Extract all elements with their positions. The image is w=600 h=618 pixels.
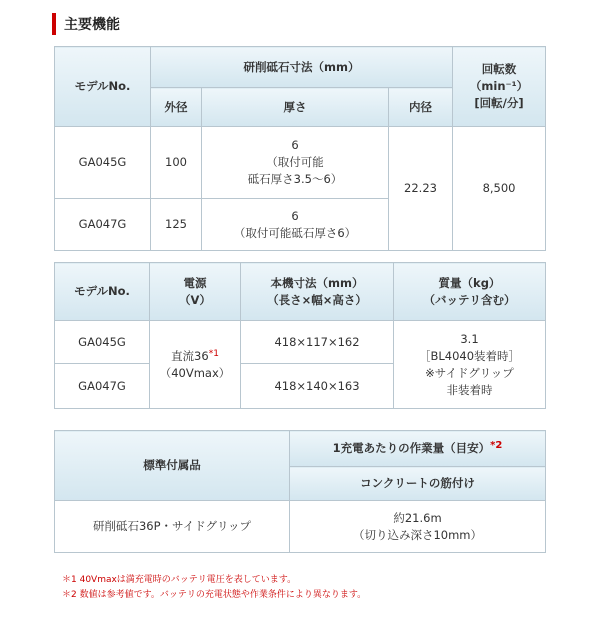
section-title: 主要機能 xyxy=(64,17,120,33)
accessories-cell: 研削砥石36P・サイドグリップ xyxy=(55,501,290,553)
footnote-1: ＊1 40Vmaxは満充電時のバッテリ電圧を表しています。 xyxy=(62,575,297,585)
header-standard-accessories: 標準付属品 xyxy=(55,431,290,501)
header-concrete-grooving: コンクリートの筋付け xyxy=(290,467,546,501)
weight-battery: ［BL4040装着時］ xyxy=(418,348,521,363)
footnote-mark-2: *2 xyxy=(490,440,503,451)
table-row xyxy=(55,501,546,553)
weight-value: 3.1 xyxy=(460,331,479,346)
size-cell: 418×140×163 xyxy=(241,364,394,409)
model-cell: GA047G xyxy=(55,199,151,251)
footnote-mark-1: *1 xyxy=(208,348,219,359)
table-row xyxy=(55,321,546,364)
weight-note-line2: 非装着時 xyxy=(446,382,493,397)
header-inner-diameter: 内径 xyxy=(389,88,453,127)
outer-diameter-cell: 100 xyxy=(151,127,202,199)
power-value: 直流36 xyxy=(171,348,209,363)
rpm-unit-jp: [回転/分] xyxy=(474,96,524,110)
footnote-2: ＊2 数値は参考値です。バッテリの充電状態や作業条件により異なります。 xyxy=(62,590,367,600)
outer-diameter-cell: 125 xyxy=(151,199,202,251)
header-model-no: モデルNo. xyxy=(55,47,151,127)
size-cell: 418×117×162 xyxy=(241,321,394,364)
work-amount-value: 約21.6m xyxy=(393,510,442,525)
weight-cell xyxy=(394,321,546,409)
body-spec-table xyxy=(54,262,546,409)
thickness-note-line2: 砥石厚さ3.5～6） xyxy=(247,172,343,186)
weight-label: 質量（kg） xyxy=(438,275,501,290)
weight-unit: （バッテリ含む） xyxy=(423,292,516,307)
work-amount-note: （切り込み深さ10mm） xyxy=(352,527,483,542)
header-power xyxy=(150,263,241,321)
heading-accent-bar xyxy=(52,13,56,35)
weight-note-line1: ※サイドグリップ xyxy=(425,365,514,380)
thickness-value: 6 xyxy=(291,138,299,152)
work-amount-cell xyxy=(290,501,546,553)
model-cell: GA045G xyxy=(55,127,151,199)
thickness-note-line1: （取付可能 xyxy=(266,155,324,169)
header-body-size xyxy=(241,263,394,321)
rpm-label: 回転数 xyxy=(481,62,517,76)
size-label: 本機寸法（mm） xyxy=(270,275,364,290)
header-rotation-speed xyxy=(453,47,546,127)
model-cell: GA047G xyxy=(55,364,150,409)
grinding-wheel-spec-table xyxy=(54,46,546,251)
header-wheel-dimensions: 研削砥石寸法（mm） xyxy=(151,47,453,88)
header-work-per-charge xyxy=(290,431,546,467)
thickness-value: 6 xyxy=(291,208,299,223)
power-cell xyxy=(150,321,241,409)
accessories-table xyxy=(54,430,546,553)
size-unit: （長さ×幅×高さ） xyxy=(267,292,367,307)
power-value-line xyxy=(152,348,238,365)
thickness-note: （取付可能砥石厚さ6） xyxy=(233,225,357,240)
section-heading xyxy=(52,12,120,36)
footnotes xyxy=(62,573,366,603)
power-unit: （V） xyxy=(179,292,211,307)
header-weight xyxy=(394,263,546,321)
header-model-no: モデルNo. xyxy=(55,263,150,321)
header-thickness: 厚さ xyxy=(202,88,389,127)
rpm-cell: 8,500 xyxy=(453,127,546,251)
header-outer-diameter: 外径 xyxy=(151,88,202,127)
work-per-charge-label: 1充電あたりの作業量（目安） xyxy=(332,441,491,455)
thickness-cell xyxy=(202,127,389,199)
power-max: （40Vmax） xyxy=(159,365,231,380)
rpm-unit: （min⁻¹） xyxy=(469,79,529,93)
table-row xyxy=(55,127,546,199)
thickness-cell xyxy=(202,199,389,251)
inner-diameter-cell: 22.23 xyxy=(389,127,453,251)
model-cell: GA045G xyxy=(55,321,150,364)
power-label: 電源 xyxy=(183,275,207,290)
